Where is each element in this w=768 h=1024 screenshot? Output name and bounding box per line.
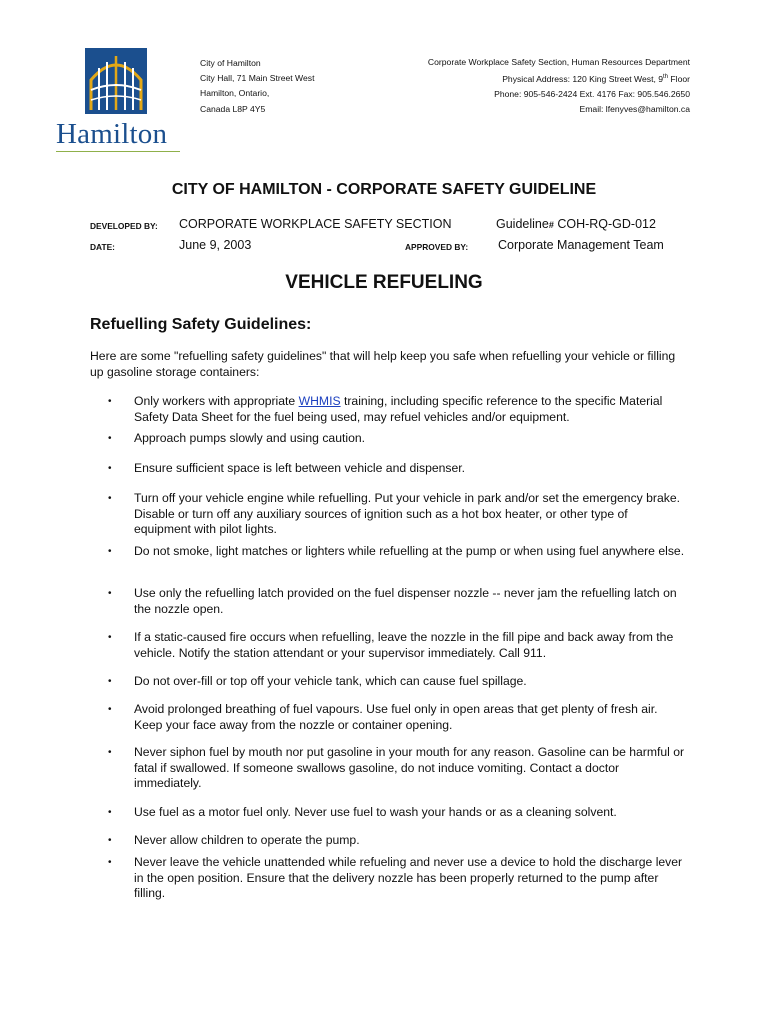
address-line: Hamilton, Ontario, [200,88,270,99]
approved-by-label: APPROVED BY: [405,242,469,252]
hamilton-logo [52,44,182,154]
developed-by-label: DEVELOPED BY: [90,221,158,231]
bullet-icon: • [108,433,112,444]
bullet-icon: • [108,857,112,868]
address-line: City Hall, 71 Main Street West [200,73,315,84]
date-value: June 9, 2003 [179,238,252,252]
intro-paragraph: Here are some "refuelling safety guidelines" that will help keep you safe when refuelling your vehicle or filling up gasoline storage containers: [90,349,676,379]
bullet-icon: • [108,396,112,407]
contact-email[interactable]: Email: lfenyves@hamilton.ca [579,104,690,115]
city-address-block [200,56,314,117]
contact-block [428,55,690,118]
logo-wordmark: Hamilton [56,118,168,150]
department-name: Corporate Workplace Safety Section, Human Resources Department [427,57,690,67]
document-page: Hamilton City of Hamilton City Hall, 71 Main Street West Hamilton, Ontario, Canada L8P 4Y5 Corporate Workplace Safety Section, Human Resources Department Physical Address: 120 King Street West, 9th Floor Phone: 905-546-2424 Ext. 4176 Fax: 905.546.2650 Email: lfenyves@hamilton.ca CITY OF HAMILTON - CORPORATE SAFETY GUIDELINE DEVELOPED BY: CORPORATE WORKPLACE SAFETY SECTION Guideline# COH-RQ-GD-012 DATE: June 9, 2003 APPROVED BY: Corporate Management Team VEHICLE REFUELING Refuelling Safety Guidelines: Here are some "refuelling safety guidelines" that will help keep you safe when refuelling your vehicle or filling up gasoline storage containers: • Only workers with appropriate WHMIS training, including specific reference to the specific Material Safety Data Sheet for the fuel being used, may refuel vehicles and/or equipment. • Approach pumps slowly and using caution. • Ensure sufficient space is left between vehicle and dispenser. • Turn off your vehicle engine while refuelling. Put your vehicle in park and/or set the emergency brake. Disable or turn off any auxiliary sources of ignition such as a hot box heater, or other type of equipment with pilot lights. • Do not smoke, light matches or lighters while refuelling at the pump or when using fuel anywhere else. • Use only the refuelling latch provided on the fuel dispenser nozzle -- never jam the refuelling latch on the nozzle open. • If a static-caused fire occurs when refuelling, leave the nozzle in the fill pipe and back away from the vehicle. Notify the station attendant or your supervisor immediately. Call 911. • Do not over-fill or top off your vehicle tank, which can cause fuel spillage. • Avoid prolonged breathing of fuel vapours. Use fuel only in open areas that get plenty of fresh air. Keep your face away from the nozzle or container opening. • Never siphon fuel by mouth nor put gasoline in your mouth for any reason. Gasoline can be harmful or fatal if swallowed. If someone swallows gasoline, do not induce vomiting. Contact a doctor immediately. • Use fuel as a motor fuel only. Never use fuel to wash your hands or as a cleaning solvent. • Never allow children to operate the pump. • Never leave the vehicle unattended while refueling and never use a device to hold the discharge lever in the open position. Ensure that the delivery nozzle has been properly returned to the pump after filling. [0,0,768,1024]
bullet-icon: • [108,632,112,643]
bullet-icon: • [108,676,112,687]
bullet-icon: • [108,704,112,715]
section-heading: Refuelling Safety Guidelines: [90,316,312,333]
address-line: Canada L8P 4Y5 [200,103,266,114]
bullet-icon: • [108,546,112,557]
approved-by-value: Corporate Management Team [498,238,664,252]
bullet-icon: • [108,493,112,504]
logo-divider [56,151,180,152]
physical-address: Physical Address: 120 King Street West, 9th Floor [502,74,690,85]
guideline-number: Guideline# COH-RQ-GD-012 [496,217,656,231]
whmis-link[interactable]: WHMIS [298,394,341,408]
date-label: DATE: [90,242,115,252]
bullet-icon: • [108,835,112,846]
bullet-icon: • [108,807,112,818]
developed-by-value: CORPORATE WORKPLACE SAFETY SECTION [179,217,452,231]
phone-fax: Phone: 905-546-2424 Ext. 4176 Fax: 905.546.2650 [494,89,690,100]
document-title: CITY OF HAMILTON - CORPORATE SAFETY GUIDELINE [171,181,597,198]
bullet-icon: • [108,588,112,599]
main-title: VEHICLE REFUELING [285,272,483,293]
address-line: City of Hamilton [200,58,261,68]
bullet-icon: • [108,747,112,758]
bullet-icon: • [108,463,112,474]
hamilton-emblem-icon [52,44,182,120]
